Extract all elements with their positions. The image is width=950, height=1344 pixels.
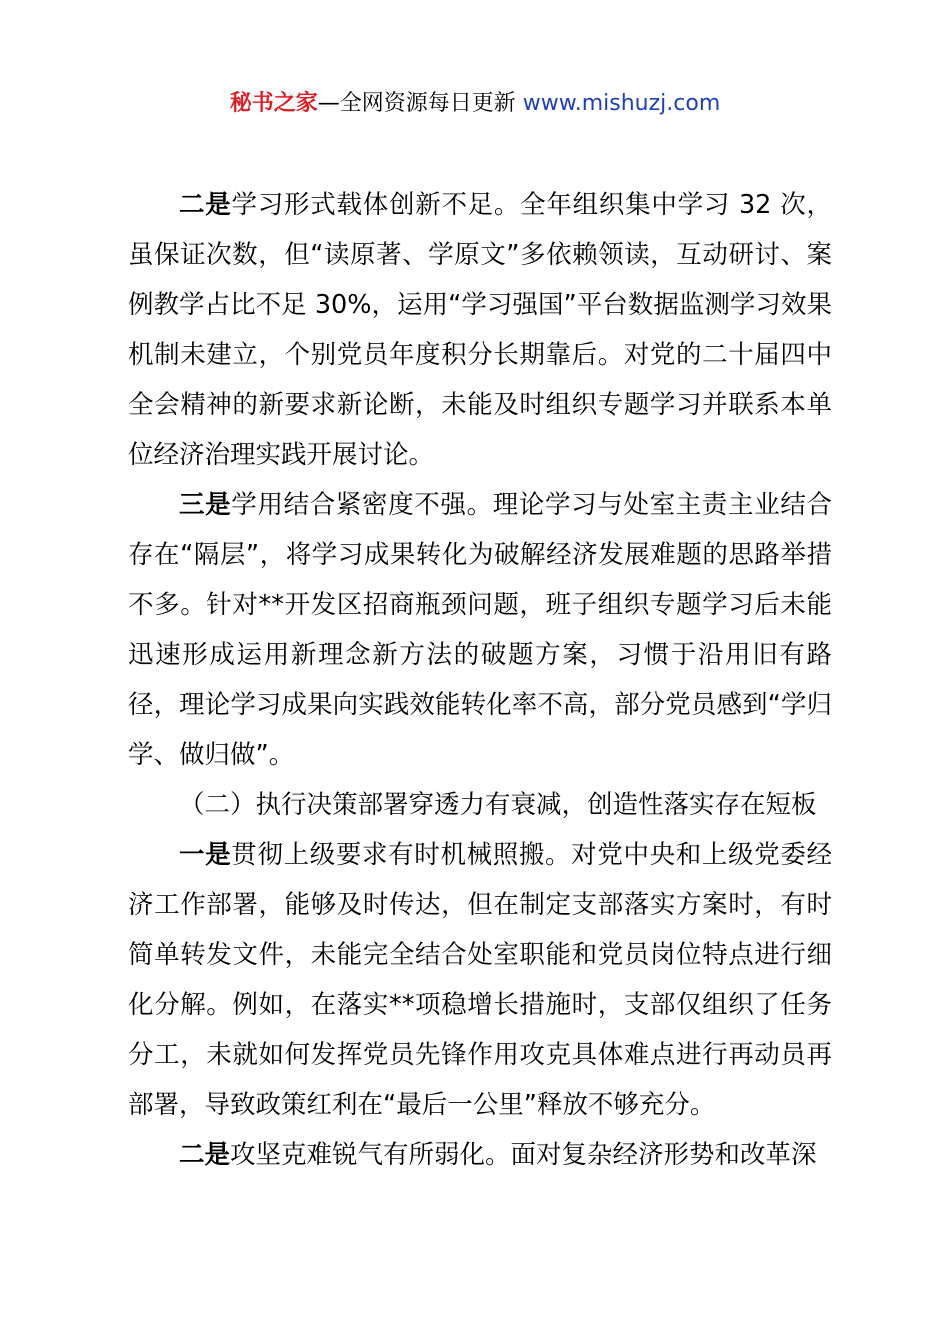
paragraph-lead: 二是 [179, 190, 232, 220]
paragraph-text: 学习形式载体创新不足。全年组织集中学习 32 次，虽保证次数，但“读原著、学原文”多依赖领读，互动研讨、案例教学占比不足 30%，运用“学习强国”平台数据监测学习效果机制未建立，个别党员年度积分长期靠后。对党的二十届四中全会精神的新要求新论断，未能及时组织专题学习并联系本单位经济治理实践开展讨论。 [128, 190, 832, 470]
site-url: www.mishuzj.com [522, 91, 721, 116]
paragraph-item-1 [128, 830, 832, 1130]
header-tagline: —全网资源每日更新 [317, 91, 523, 116]
paragraph-text: 学用结合紧密度不强。理论学习与处室主责主业结合存在“隔层”，将学习成果转化为破解经济发展难题的思路举措不多。针对**开发区招商瓶颈问题，班子组织专题学习后未能迅速形成运用新理念新方法的破题方案，习惯于沿用旧有路径，理论学习成果向实践效能转化率不高，部分党员感到“学归学、做归做”。 [128, 490, 832, 770]
paragraph-item-2b [128, 1130, 832, 1180]
document-body [128, 180, 832, 1180]
paragraph-lead: 一是 [179, 840, 232, 870]
paragraph-item-2 [128, 180, 832, 480]
paragraph-text: 攻坚克难锐气有所弱化。面对复杂经济形势和改革深 [230, 1140, 817, 1170]
paragraph-item-3 [128, 480, 832, 780]
paragraph-lead: 三是 [179, 490, 232, 520]
paragraph-text: 贯彻上级要求有时机械照搬。对党中央和上级党委经济工作部署，能够及时传达，但在制定支部落实方案时，有时简单转发文件，未能完全结合处室职能和党员岗位特点进行细化分解。例如，在落实**项稳增长措施时，支部仅组织了任务分工，未就如何发挥党员先锋作用攻克具体难点进行再动员再部署，导致政策红利在“最后一公里”释放不够充分。 [128, 840, 832, 1120]
brand-name: 秘书之家 [229, 91, 318, 116]
paragraph-lead: 二是 [179, 1140, 231, 1170]
section-heading: （二）执行决策部署穿透力有衰减，创造性落实存在短板 [179, 790, 817, 820]
page-header [0, 88, 950, 120]
